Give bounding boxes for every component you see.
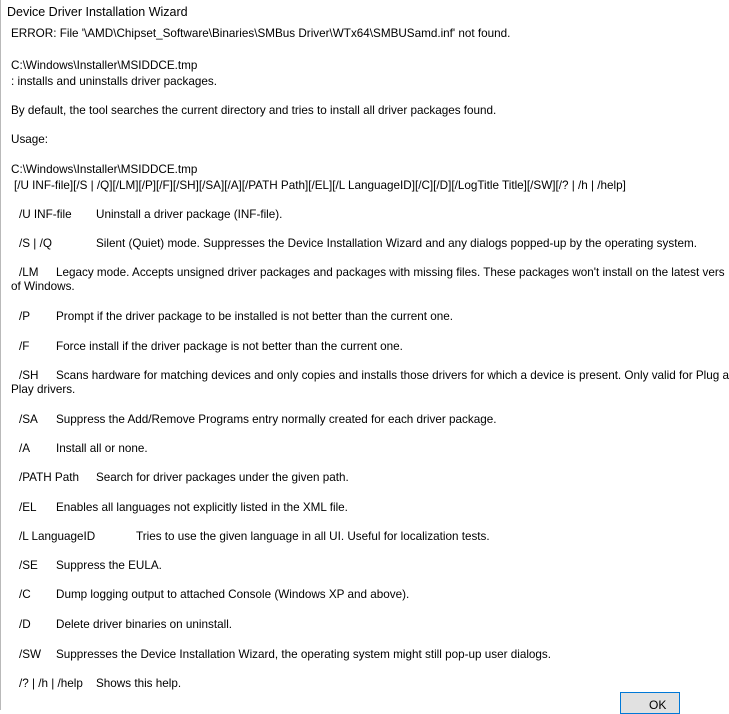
switch-flag: /F: [19, 340, 30, 353]
switch-flag: /P: [19, 310, 31, 323]
switch-flag: /S | /Q: [19, 237, 52, 250]
switch-flag: /SA: [19, 413, 38, 426]
switch-description-continued: of Windows.: [11, 280, 75, 293]
switch-description: Silent (Quiet) mode. Suppresses the Device Installation Wizard and any dialogs popped-up by the operating system.: [96, 237, 697, 250]
switch-description: Delete driver binaries on uninstall.: [56, 618, 233, 631]
switch-flag: /L LanguageID: [19, 530, 96, 543]
switch-description: Suppress the EULA.: [56, 559, 162, 572]
switch-flag: /U INF-file: [19, 208, 72, 221]
title-bar[interactable]: [1, 0, 665, 24]
switch-description: Suppress the Add/Remove Programs entry normally created for each driver package.: [56, 413, 497, 426]
switch-flag: /SW: [19, 648, 42, 661]
switch-description-continued: Play drivers.: [11, 383, 76, 396]
error-message: ERROR: File '\AMD\Chipset_Software\Binaries\SMBus Driver\WTx64\SMBUSamd.inf' not found.: [11, 27, 511, 40]
message-area: [1, 24, 729, 710]
switch-flag: /D: [19, 618, 31, 631]
switch-flag: /SE: [19, 559, 38, 572]
switch-description: Prompt if the driver package to be installed is not better than the current one.: [56, 310, 453, 323]
tool-path: C:\Windows\Installer\MSIDDCE.tmp: [11, 59, 198, 72]
switch-description: Tries to use the given language in all UI. Useful for localization tests.: [136, 530, 490, 543]
switch-description: Dump logging output to attached Console (Windows XP and above).: [56, 588, 410, 601]
switch-description: Search for driver packages under the given path.: [96, 471, 349, 484]
switch-flag: /EL: [19, 501, 37, 514]
tool-description: : installs and uninstalls driver packages.: [11, 75, 217, 88]
switch-description: Shows this help.: [96, 677, 182, 690]
switch-description: Legacy mode. Accepts unsigned driver packages and packages with missing files. These packages won't install on the latest vers: [56, 266, 725, 279]
switch-flag: /LM: [19, 266, 39, 279]
switch-description: Suppresses the Device Installation Wizard, the operating system might still pop-up user dialogs.: [56, 648, 552, 661]
switch-description: Install all or none.: [56, 442, 148, 455]
switch-description: Scans hardware for matching devices and only copies and installs those drivers for which a device is present. Only valid for Plug a: [56, 369, 729, 382]
switch-flag: /A: [19, 442, 31, 455]
usage-syntax: [/U INF-file][/S | /Q][/LM][/P][/F][/SH][/SA][/A][/PATH Path][/EL][/L LanguageID][/C][/D][/LogTitle Title][/SW][/? | /h | /help]: [14, 179, 626, 192]
window-title: Device Driver Installation Wizard: [7, 5, 188, 19]
switch-description: Force install if the driver package is not better than the current one.: [56, 340, 403, 353]
switch-description: Enables all languages not explicitly listed in the XML file.: [56, 501, 348, 514]
switch-flag: /? | /h | /help: [19, 677, 83, 690]
switch-flag: /SH: [19, 369, 39, 382]
ok-button[interactable]: OK: [620, 692, 680, 714]
default-behavior-note: By default, the tool searches the current directory and tries to install all driver packages found.: [11, 104, 497, 117]
switch-description: Uninstall a driver package (INF-file).: [96, 208, 283, 221]
switch-flag: /PATH Path: [19, 471, 79, 484]
switch-flag: /C: [19, 588, 31, 601]
usage-path: C:\Windows\Installer\MSIDDCE.tmp: [11, 163, 198, 176]
usage-label: Usage:: [11, 133, 49, 146]
